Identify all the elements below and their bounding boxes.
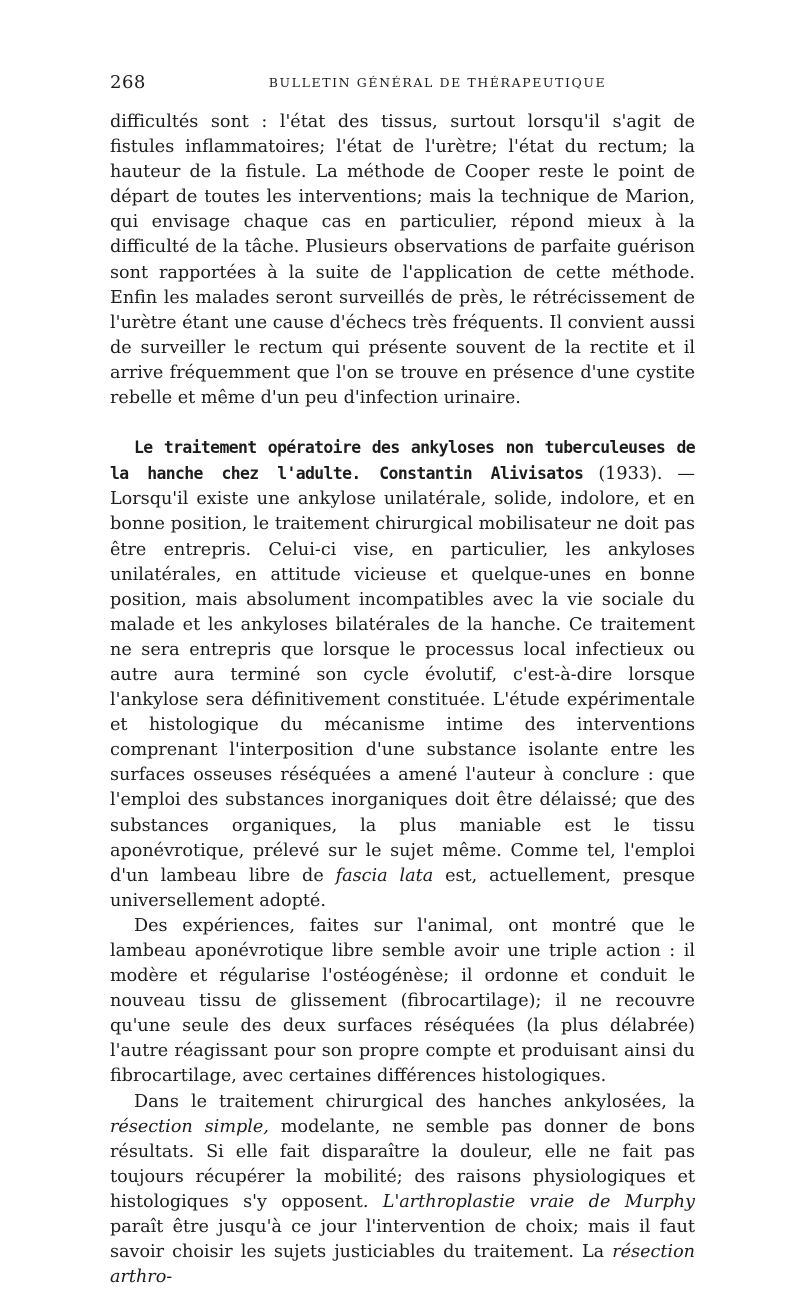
page-header [110,72,695,96]
page-body [110,110,695,1290]
article-heading: Le traitement opératoire des ankyloses non tuberculeuses de la hanche chez l'adulte. Constantin Alivisatos [110,438,695,484]
italic-term-resection-arthro: résection arthro- [110,1242,695,1288]
article-year: (1933). [598,464,663,485]
paragraph-experiments: Des expériences, faites sur l'animal, ont montré que le lambeau aponévrotique libre semble avoir une triple action : il modère et régularise l'ostéogénèse; il ordonne et conduit le nouveau tissu de glissement (fibrocartilage); il ne recouvre qu'une seule des deux surfaces réséquées (la plus délabrée) l'autre réagissant pour son propre compte et produisant ainsi du fibrocartilage, avec certaines différences histologiques. [110,915,695,1087]
running-title: BULLETIN GÉNÉRAL DE THÉRAPEUTIQUE [268,75,607,90]
paragraph-ankylosis-end: est, actuellement, presque universellement adopté. [110,865,695,911]
italic-term-arthroplastie-murphy: L'arthroplastie vraie de Murphy [382,1191,695,1212]
paragraph-text: Dans le traitement chirurgical des hanches ankylosées, la [134,1091,695,1112]
paragraph-surgical-treatment [110,1090,695,1290]
article-abstract-paragraph [110,435,695,914]
page-number: 268 [110,72,146,93]
paragraph-ankylosis-text: Lorsqu'il existe une ankylose unilatérale, solide, indolore, et en bonne position, le traitement chirurgical mobilisateur ne doit pas être entrepris. Celui-ci vise, en particulier, les ankyloses unilatérales, en attitude vicieuse et quelque-unes en bonne position, mais absolument incompatibles avec la vie sociale du malade et les ankyloses bilatérales de la hanche. Ce traitement ne sera entrepris que lorsque le processus local infectieux ou autre aura terminé son cycle évolutif, c'est-à-dire lorsque l'ankylose sera définitivement constituée. L'étude expérimentale et histologique du mécanisme intime des interventions comprenant l'interposition d'une substance isolante entre les surfaces osseuses réséquées a amené l'auteur à conclure : que l'emploi des substances inorganiques doit être délaissé; que des substances organiques, la plus maniable est le tissu aponévrotique, prélevé sur le sujet même. Comme tel, l'emploi d'un lambeau libre de [110,489,695,886]
heading-dash: — [677,464,696,485]
italic-term-fascia-lata: fascia lata [335,865,434,886]
paragraph-text: paraît être jusqu'à ce jour l'intervention de choix; mais il faut savoir choisir les sujets justiciables du traitement. La [110,1217,695,1263]
italic-term-resection-simple: résection simple, [110,1116,269,1137]
paragraph-text: modelante, ne semble pas donner de bons résultats. Si elle fait disparaître la douleur, elle ne fait pas toujours récupérer la mobilité; des raisons physiologiques et histologiques s'y opposent. [110,1116,695,1212]
paragraph-fistula-treatment: difficultés sont : l'état des tissus, surtout lorsqu'il s'agit de fistules inflammatoires; l'état de l'urètre; l'état du rectum; la hauteur de la fistule. La méthode de Cooper reste le point de départ de toutes les interventions; mais la technique de Marion, qui envisage chaque cas en particulier, répond mieux à la difficulté de la tâche. Plusieurs observations de parfaite guérison sont rapportées à la suite de l'application de cette méthode. Enfin les malades seront surveillés de près, le rétrécissement de l'urètre étant une cause d'échecs très fréquents. Il convient aussi de surveiller le rectum qui présente souvent de la rectite et il arrive fréquemment que l'on se trouve en présence d'une cystite rebelle et même d'un peu d'infection urinaire. [110,112,695,409]
